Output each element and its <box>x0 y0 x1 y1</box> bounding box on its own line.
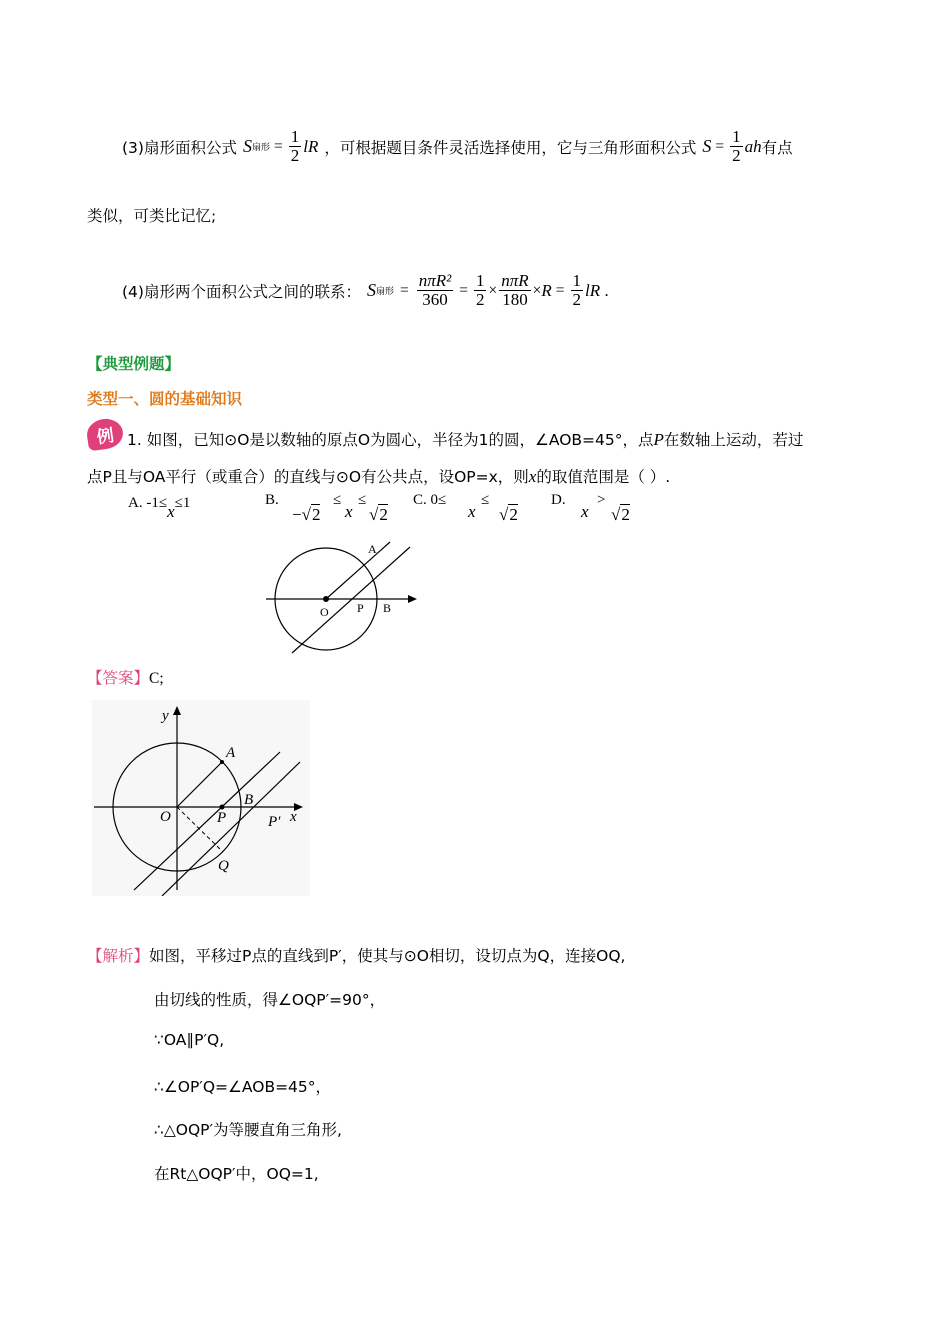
period: . <box>604 281 610 300</box>
analysis-line-2: 由切线的性质，得∠OQP′=90°， <box>154 991 386 1009</box>
para-3-line2: 类似，可类比记忆; <box>87 207 217 225</box>
answer-text: C; <box>149 670 164 687</box>
fig2-label-x: x <box>290 809 297 825</box>
fig1-label-o: O <box>320 605 329 619</box>
fig2-p-dot <box>220 805 225 810</box>
option-d-sqrt: √2 <box>611 505 630 524</box>
lR-4: lR <box>585 280 601 300</box>
fig1-label-b: B <box>383 601 392 615</box>
analysis-line-4: ∴∠OP′Q=∠AOB=45°， <box>154 1078 332 1096</box>
var-P: P <box>653 430 664 449</box>
example-line-2a: 点P且与OA平行（或重合）的直线与⊙O有公共点，设OP=x，则 <box>87 468 529 486</box>
eq-b: = <box>459 281 468 299</box>
para-4-prefix: (4)扇形两个面积公式之间的联系： <box>122 282 361 301</box>
var-x: x <box>528 467 537 486</box>
R: R <box>541 280 552 300</box>
option-a <box>128 492 191 521</box>
fig1-line-through-p <box>292 547 410 653</box>
option-b-label: B. <box>265 492 279 508</box>
eq-c: = <box>555 281 565 299</box>
fig2-label-y: y <box>162 708 169 724</box>
fig2-y-arrow <box>173 706 181 715</box>
option-c-sqrt: √2 <box>499 505 518 524</box>
fig2-a-dot <box>220 760 224 764</box>
option-b-neg-sqrt: −√2 <box>292 505 321 524</box>
analysis-line-6: 在Rt△OQP′中，OQ=1, <box>154 1165 319 1183</box>
times-2: × <box>532 281 542 299</box>
para-3-suffix: 有点 <box>761 138 793 157</box>
para-4 <box>122 272 609 309</box>
fig2-line-through-p <box>134 752 280 890</box>
fraction-half-2: $\frac{1}{2}$ <box>732 127 741 165</box>
option-b-x: x <box>345 502 353 521</box>
option-c-left: C. 0≤ <box>413 492 447 508</box>
option-a-left: A. -1≤ <box>128 495 168 511</box>
s-subscript: 扇形 <box>251 143 270 153</box>
option-b-sqrt: √2 <box>369 505 388 524</box>
fraction-half-4: $\frac{1}{2}$ <box>475 271 485 309</box>
fig1-label-p: P <box>357 601 364 615</box>
para-3-middle: ，可根据题目条件灵活选择使用，它与三角形面积公式 <box>324 138 697 157</box>
s-symbol-4: S <box>366 280 376 300</box>
fig2-label-p-prime: P′ <box>268 814 281 830</box>
option-c-le: ≤ <box>481 492 490 508</box>
fig2-label-q: Q <box>218 858 229 874</box>
fraction-half-5: $\frac{1}{2}$ <box>572 271 582 309</box>
option-b-le1: ≤ <box>333 492 342 508</box>
fig2-label-a: A <box>226 745 236 761</box>
option-b-le2: ≤ <box>358 492 367 508</box>
ah: ah <box>744 136 762 156</box>
example-line-2 <box>87 465 670 487</box>
equals2: = <box>715 137 725 155</box>
option-b <box>265 492 388 524</box>
example-line-1-text: 1. 如图，已知⊙O是以数轴的原点O为圆心，半径为1的圆，∠AOB=45°，点 <box>127 431 654 449</box>
example-badge: 例 <box>85 417 125 452</box>
s-symbol: S <box>242 136 252 156</box>
fig2-label-b: B <box>244 792 254 808</box>
lR: lR <box>303 136 319 156</box>
example-line-2b: 的取值范围是（ ）. <box>536 468 671 486</box>
fraction-npr2-360: $\frac{\text{nπR²}}{360}$ <box>418 271 452 309</box>
para-3 <box>122 128 793 165</box>
fig1-line-oa <box>326 542 390 599</box>
option-d <box>551 492 630 524</box>
analysis-tag: 【解析】 <box>87 947 150 965</box>
example-line-1b: 在数轴上运动，若过 <box>663 431 804 449</box>
analysis-line-3: ∵OA∥P′Q, <box>154 1031 225 1049</box>
fig2-label-p: P <box>217 810 227 826</box>
fig1-origin-dot <box>323 596 329 602</box>
fig2-label-o: O <box>160 809 171 825</box>
s-subscript-4: 扇形 <box>375 287 394 297</box>
example-line-1 <box>127 428 803 450</box>
option-d-gt: > <box>597 492 606 508</box>
option-c-x: x <box>468 502 476 521</box>
fig2-oa <box>177 762 222 807</box>
s2-symbol: S <box>702 136 712 156</box>
figure-1 <box>262 538 422 658</box>
heading-typical-examples: 【典型例题】 <box>87 355 181 373</box>
para-3-prefix: (3)扇形面积公式 <box>122 138 237 157</box>
option-c <box>413 492 518 524</box>
fraction-half: $\frac{1}{2}$ <box>290 127 300 165</box>
analysis-line-5: ∴△OQP′为等腰直角三角形, <box>154 1121 342 1139</box>
eq-a: = <box>399 281 409 299</box>
times-1: × <box>488 281 498 299</box>
answer-tag: 【答案】 <box>87 669 150 687</box>
equals: = <box>273 137 283 155</box>
analysis-text-1: 如图，平移过P点的直线到P′，使其与⊙O相切，设切点为Q，连接OQ, <box>149 947 626 965</box>
option-a-right: ≤1 <box>174 495 191 511</box>
fig1-arrow <box>408 595 417 603</box>
option-a-x: x <box>167 502 175 521</box>
fig1-label-a: A <box>368 542 377 556</box>
option-d-x: x <box>581 502 589 521</box>
heading-type-1: 类型一、圆的基础知识 <box>87 390 243 408</box>
fraction-npr-180: $\frac{\text{nπR}}{180}$ <box>501 271 529 309</box>
answer-line <box>87 666 164 688</box>
option-d-label: D. <box>551 492 566 508</box>
analysis-line-1 <box>87 944 625 966</box>
figure-2 <box>92 700 310 896</box>
